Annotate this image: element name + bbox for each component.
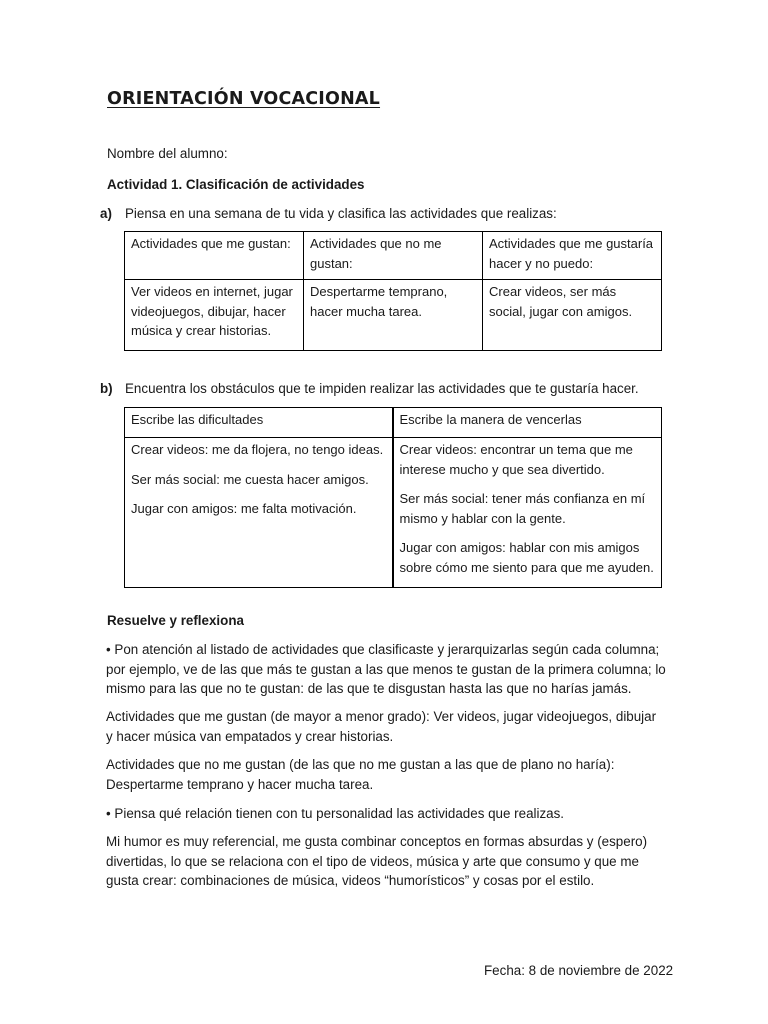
answer-text: Actividades que no me gustan (de las que no me gustan a las que de plano no haría): Despertarme temprano y hacer mucha tarea. (106, 757, 615, 792)
table-row (125, 438, 662, 588)
obstacles-table (124, 407, 662, 588)
part-b-prompt: Encuentra los obstáculos que te impiden realizar las actividades que te gustaría hacer. (125, 381, 639, 396)
header-cell: Actividades que no me gustan: (304, 232, 483, 280)
student-name-label: Nombre del alumno: (107, 146, 228, 161)
part-a-prompt-row (100, 204, 557, 224)
page-title: ORIENTACIÓN VOCACIONAL (107, 89, 381, 109)
part-b-marker: b) (100, 381, 113, 396)
header-cell: Escribe la manera de vencerlas (393, 408, 662, 438)
activity-title: Actividad 1. Clasificación de actividades (107, 177, 365, 192)
part-a-marker: a) (100, 206, 112, 221)
bullet-text: • Pon atención al listado de actividades que clasificaste y jerarquizarlas según cada columna; por ejemplo, ve de las que más te gustan a las que menos te gustan de la primera columna; lo mismo para las que no te gustan: de las que te disgustan hasta las que no harías jamás. (106, 642, 666, 696)
reflection-answer-3 (106, 832, 666, 891)
solution-item: Ser más social: tener más confianza en mí mismo y hablar con la gente. (399, 491, 646, 526)
header-cell: Actividades que me gustan: (125, 232, 304, 280)
reflection-heading: Resuelve y reflexiona (107, 613, 244, 628)
answer-text: Mi humor es muy referencial, me gusta combinar conceptos en formas absurdas y (espero) divertidas, lo que se relaciona con el tipo de videos, música y arte que consumo y que me gusta crear: combinaciones de música, videos “humorísticos” y cosas por el estilo. (106, 834, 648, 888)
answer-text: Actividades que me gustan (de mayor a menor grado): Ver videos, jugar videojuegos, dibujar y hacer música van empatados y crear historias. (106, 709, 657, 744)
reflection-bullet-2 (106, 804, 666, 824)
difficulty-item: Crear videos: me da flojera, no tengo ideas. (131, 442, 384, 457)
table-header-row (125, 408, 662, 438)
activities-table (124, 231, 662, 351)
table-cell: Despertarme temprano, hacer mucha tarea. (304, 280, 483, 351)
bullet-text: • Piensa qué relación tienen con tu personalidad las actividades que realizas. (106, 806, 565, 821)
table-row (125, 280, 662, 351)
solutions-cell (393, 438, 662, 588)
solution-item: Crear videos: encontrar un tema que me interese mucho y que sea divertido. (399, 442, 633, 477)
difficulty-item: Ser más social: me cuesta hacer amigos. (131, 471, 369, 487)
table-cell: Ver videos en internet, jugar videojuegos, dibujar, hacer música y crear historias. (125, 280, 304, 351)
part-b-prompt-row (100, 379, 639, 399)
footer-date: Fecha: 8 de noviembre de 2022 (484, 963, 674, 978)
reflection-answer-2 (106, 755, 666, 794)
solution-item: Jugar con amigos: hablar con mis amigos sobre cómo me siento para que me ayuden. (399, 540, 654, 575)
table-header-row (125, 232, 662, 280)
header-cell: Escribe las dificultades (125, 408, 393, 438)
header-cell: Actividades que me gustaría hacer y no puedo: (483, 232, 662, 280)
part-a-prompt: Piensa en una semana de tu vida y clasifica las actividades que realizas: (125, 206, 557, 221)
reflection-bullet-1 (106, 640, 666, 699)
reflection-answer-1 (106, 707, 666, 746)
difficulty-item: Jugar con amigos: me falta motivación. (131, 501, 357, 516)
difficulties-cell (125, 438, 393, 588)
table-cell: Crear videos, ser más social, jugar con amigos. (483, 280, 662, 351)
